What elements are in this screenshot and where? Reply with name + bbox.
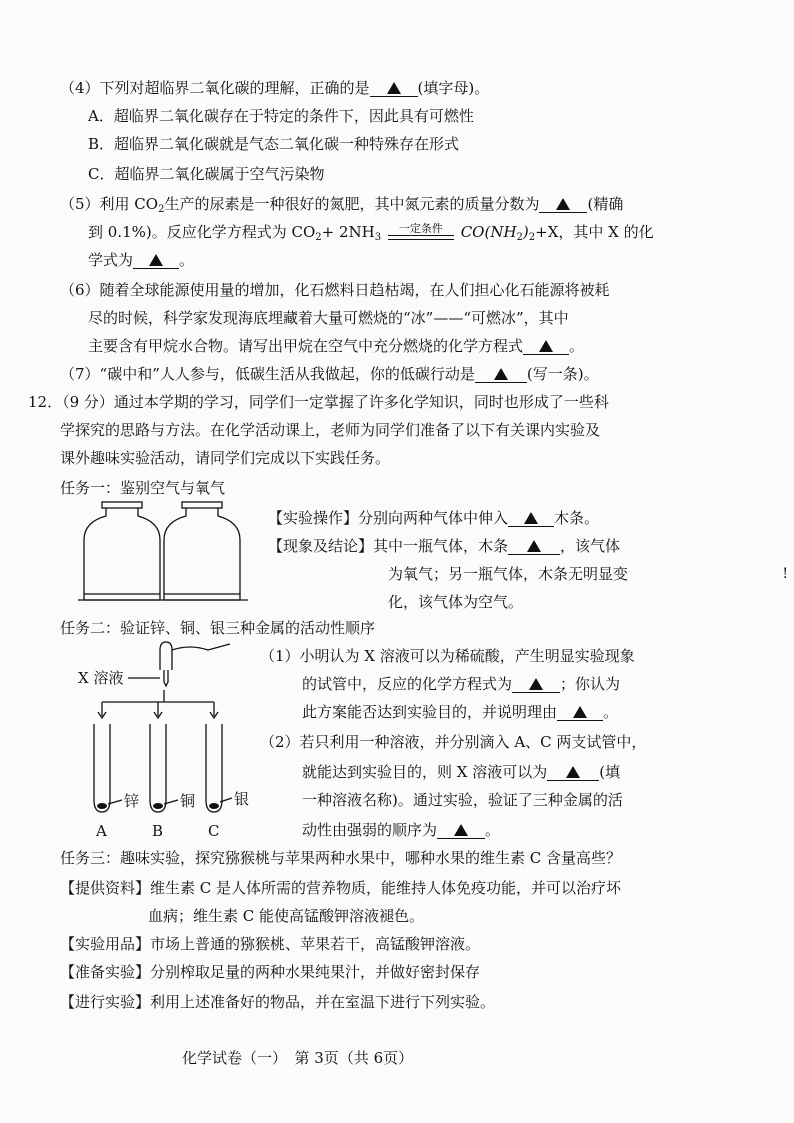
q7-line: （7）“碳中和”人人参与，低碳生活从我做起，你的低碳行动是 (写一条)。: [60, 365, 599, 383]
task2-part2-line-3: 一种溶液名称)。通过实验，验证了三种金属的活: [302, 791, 623, 809]
margin-mark: !: [782, 566, 788, 582]
triangle-icon: [524, 512, 538, 524]
triangle-icon: [539, 340, 553, 352]
q4-option-a: A．超临界二氧化碳存在于特定的条件下，因此具有可燃性: [88, 107, 474, 125]
task2-part2-line-1: （2）若只利用一种溶液，并分别滴入 A、C 两支试管中，: [260, 733, 647, 751]
q6-line-1: （6）随着全球能源使用量的增加，化石燃料日趋枯竭，在人们担心化石能源将被耗: [60, 281, 610, 299]
copper-label: 铜: [180, 792, 196, 810]
task2-title: 任务二：验证锌、铜、银三种金属的活动性顺序: [60, 619, 376, 637]
task2-part2-line-4: 动性由强弱的顺序为 。: [302, 821, 501, 839]
task1-phenomenon-3: 化，该气体为空气。: [388, 593, 524, 611]
task1-operation: 【实验操作】分别向两种气体中伸入 木条。: [268, 509, 600, 527]
answer-blank[interactable]: [475, 366, 527, 383]
tube-a-label: A: [96, 822, 107, 840]
answer-blank[interactable]: [508, 538, 560, 555]
answer-blank[interactable]: [512, 676, 560, 693]
answer-blank[interactable]: [557, 704, 603, 721]
task2-part1-line-1: （1）小明认为 X 溶液可以为稀硫酸，产生明显实验现象: [260, 647, 635, 665]
task2-part2-line-2: 就能达到实验目的，则 X 溶液可以为 (填: [302, 763, 621, 781]
q4-option-c: C．超临界二氧化碳属于空气污染物: [88, 165, 325, 183]
q5-line-3: 学式为 。: [88, 251, 195, 269]
answer-blank[interactable]: [437, 822, 485, 839]
triangle-icon: [556, 198, 570, 210]
q6-line-2: 尽的时候，科学家发现海底埋藏着大量可燃烧的“冰”——“可燃冰”，其中: [88, 309, 569, 327]
q4-option-b: B．超临界二氧化碳就是气态二氧化碳一种特殊存在形式: [88, 135, 460, 153]
page-footer: 化学试卷（一） 第 3页（共 6页）: [182, 1049, 414, 1067]
answer-blank[interactable]: [539, 196, 587, 213]
task3-supplies: 【实验用品】市场上普通的猕猴桃、苹果若干，高锰酸钾溶液。: [60, 935, 481, 953]
task1-title: 任务一：鉴别空气与氧气: [60, 479, 226, 497]
q5-line-1: （5）利用 $CO_2$生产的尿素是一种很好的氮肥，其中氮元素的质量分数为 (精确: [60, 195, 624, 215]
task3-title: 任务三：趣味实验，探究猕猴桃与苹果两种水果中，哪种水果的维生素 C 含量高些？: [60, 849, 622, 867]
reaction-condition: 一定条件: [386, 223, 456, 243]
task3-prep: 【准备实验】分别榨取足量的两种水果纯果汁，并做好密封保存: [60, 963, 481, 981]
triangle-icon: [566, 766, 580, 778]
answer-blank[interactable]: [508, 510, 554, 527]
q12-line-1: 12．（9 分）通过本学期的学习，同学们一定掌握了许多化学知识，同时也形成了一些科: [28, 393, 609, 411]
task2-part1-line-3: 此方案能否达到实验目的，并说明理由 。: [302, 703, 619, 721]
q4-stem: （4）下列对超临界二氧化碳的理解，正确的是 (填字母)。: [60, 79, 490, 97]
answer-blank[interactable]: [523, 338, 569, 355]
q5-line-2: 到 0.1%)。反应化学方程式为 $CO_2+ 2NH_3$ 一定条件 $CO(NH_2)_2+X$，其中 X 的化: [88, 222, 654, 243]
answer-blank[interactable]: [370, 80, 418, 97]
answer-blank[interactable]: [547, 764, 599, 781]
q12-line-3: 课外趣味实验活动，请同学们完成以下实践任务。: [60, 449, 391, 467]
triangle-icon: [454, 824, 468, 836]
task2-part1-line-2: 的试管中，反应的化学方程式为 ；你认为: [302, 675, 621, 693]
gas-bottles-illustration: [78, 500, 258, 608]
zinc-label: 锌: [124, 792, 140, 810]
task1-phenomenon: 【现象及结论】其中一瓶气体，木条 ，该气体: [268, 537, 621, 555]
triangle-icon: [527, 540, 541, 552]
triangle-icon: [529, 678, 543, 690]
tube-c-label: C: [208, 822, 220, 840]
q12-line-2: 学探究的思路与方法。在化学活动课上，老师为同学们准备了以下有关课内实验及: [60, 421, 601, 439]
answer-blank[interactable]: [133, 252, 179, 269]
x-solution-label: X 溶液: [78, 669, 124, 687]
triangle-icon: [573, 706, 587, 718]
silver-label: 银: [234, 790, 250, 808]
task3-info-line-1: 【提供资料】维生素 C 是人体所需的营养物质，能维持人体免疫功能，并可以治疗坏: [60, 879, 622, 897]
task1-phenomenon-2: 为氧气；另一瓶气体，木条无明显变: [388, 565, 629, 583]
q6-line-3: 主要含有甲烷水合物。请写出甲烷在空气中充分燃烧的化学方程式 。: [88, 337, 585, 355]
triangle-icon: [494, 368, 508, 380]
tube-b-label: B: [152, 822, 164, 840]
task3-run: 【进行实验】利用上述准备好的物品，并在室温下进行下列实验。: [60, 993, 496, 1011]
triangle-icon: [387, 82, 401, 94]
task3-info-line-2: 血病；维生素 C 能使高锰酸钾溶液褪色。: [148, 907, 425, 925]
triangle-icon: [149, 254, 163, 266]
